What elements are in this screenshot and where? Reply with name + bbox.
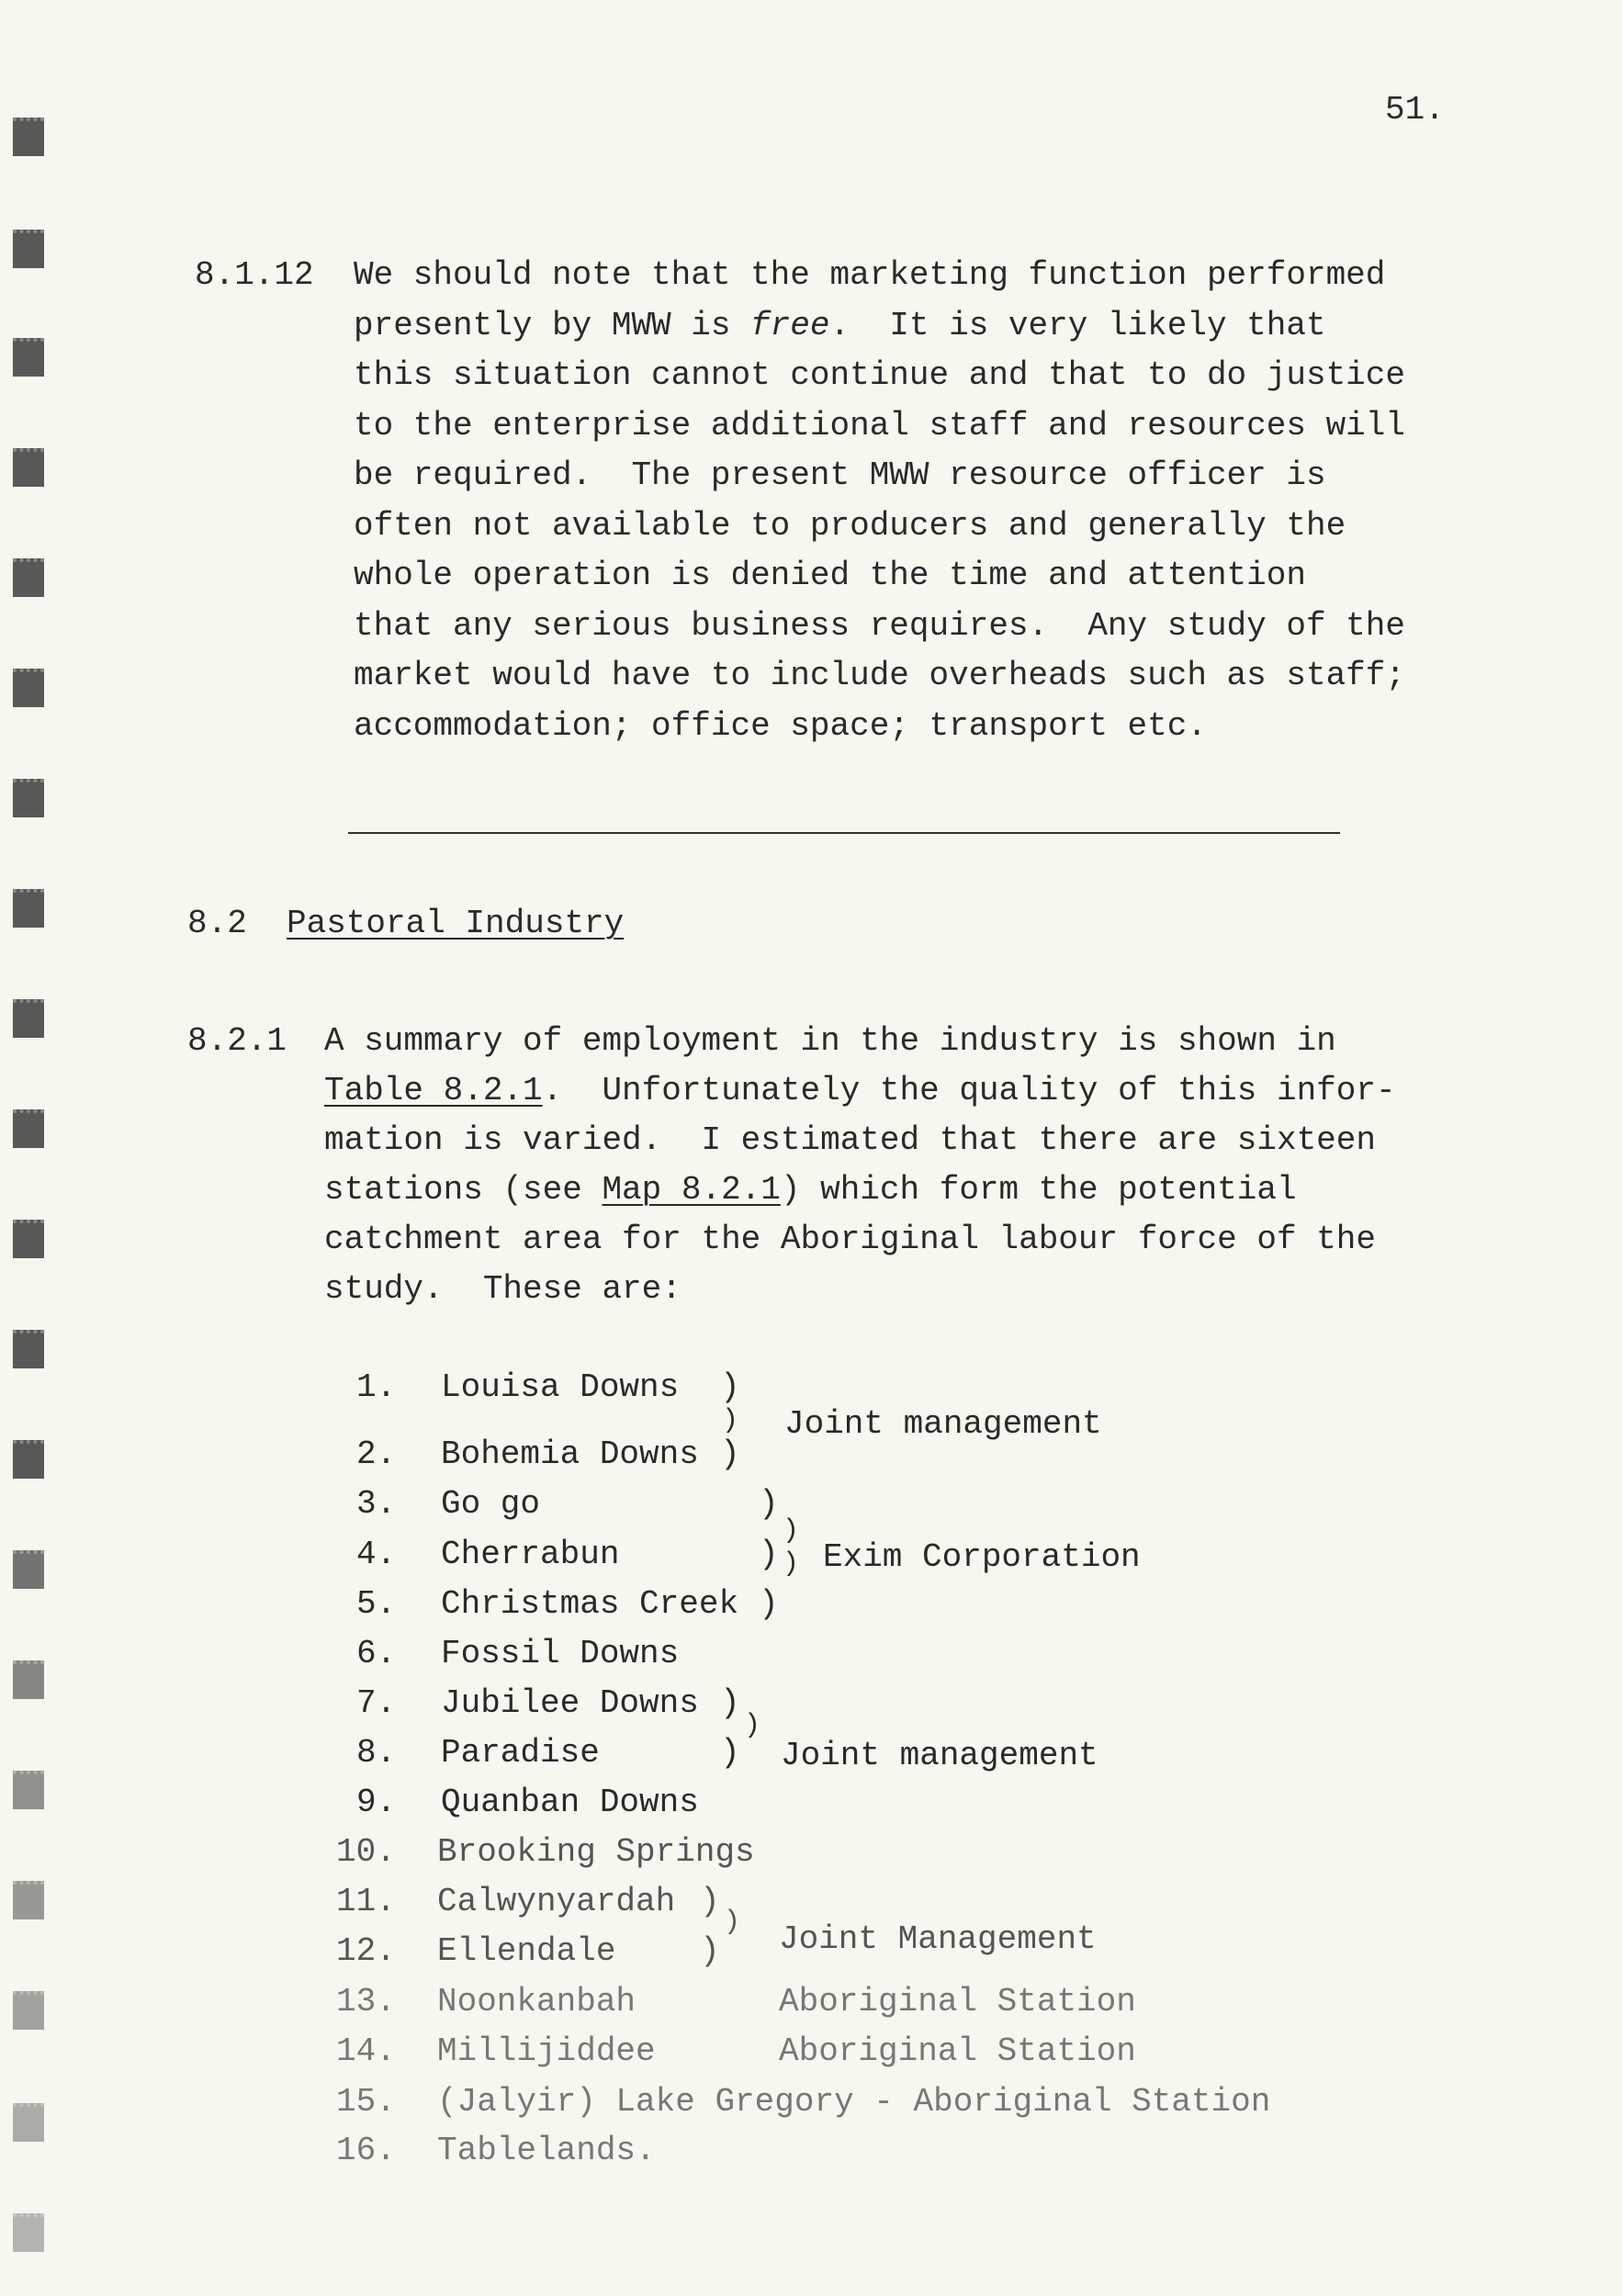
station-name: Calwynyardah	[437, 1883, 676, 1920]
station-name: Louisa Downs	[441, 1368, 680, 1406]
station-number: 2.	[356, 1435, 397, 1473]
paragraph-line	[354, 357, 1405, 394]
paragraph-line	[354, 408, 1405, 445]
section-title: Pastoral Industry	[287, 905, 625, 942]
group-bracket: )	[759, 1485, 779, 1523]
text: this situation cannot continue and that to do justice	[354, 356, 1405, 394]
station-number: 8.	[356, 1734, 397, 1772]
text: be required. The present MWW resource officer is	[354, 456, 1326, 494]
station-name: Go go	[441, 1485, 541, 1523]
text: presently by MWW is	[354, 306, 751, 344]
text: ) which form the potential	[780, 1171, 1297, 1209]
binding-hole	[13, 1220, 44, 1258]
paragraph-line	[324, 1073, 1396, 1109]
text: . Unfortunately the quality of this infor-	[542, 1072, 1396, 1109]
station-number: 16.	[336, 2132, 396, 2169]
map-reference-link[interactable]: Map 8.2.1	[602, 1171, 781, 1209]
paragraph-line: A summary of employment in the industry is shown in	[324, 1022, 1336, 1060]
paragraph-line	[354, 457, 1326, 494]
text: market would have to include overheads such as staff;	[354, 657, 1405, 694]
text: often not available to producers and generally the	[354, 506, 1346, 545]
binding-hole	[13, 889, 44, 928]
text: accommodation; office space; transport etc.	[354, 706, 1207, 745]
station-name: Fossil Downs	[441, 1635, 680, 1672]
station-note: Aboriginal Station	[779, 2032, 1136, 2070]
binding-hole	[13, 230, 44, 268]
binding-hole	[13, 448, 44, 487]
paragraph-line	[354, 557, 1306, 594]
station-number: 10.	[336, 1833, 396, 1871]
station-number: 4.	[356, 1536, 397, 1573]
group-bracket: )	[759, 1536, 779, 1573]
text: to the enterprise additional staff and resources will	[354, 406, 1405, 445]
extra-bracket: )	[724, 1907, 741, 1938]
paragraph-line: study. These are:	[324, 1270, 681, 1308]
paragraph-number: 8.2.1	[187, 1022, 287, 1060]
station-name: (Jalyir) Lake Gregory - Aboriginal Station	[437, 2083, 1271, 2121]
station-name: Tablelands.	[437, 2132, 656, 2169]
group-label: Joint Management	[779, 1920, 1097, 1958]
station-name: Cherrabun	[441, 1536, 620, 1573]
paragraph-line	[354, 508, 1346, 545]
binding-hole	[13, 2213, 44, 2252]
station-name: Brooking Springs	[437, 1833, 755, 1871]
station-number: 14.	[336, 2032, 396, 2070]
paragraph-line	[354, 658, 1405, 694]
text: that any serious business requires. Any study of the	[354, 606, 1405, 645]
table-reference-link[interactable]: Table 8.2.1	[324, 1072, 543, 1109]
station-number: 3.	[356, 1485, 397, 1523]
station-name: Ellendale	[437, 1932, 616, 1970]
text: stations (see	[324, 1171, 603, 1209]
binding-hole	[13, 2103, 44, 2142]
binding-hole	[13, 1991, 44, 2030]
binding-hole	[13, 1330, 44, 1368]
group-bracket: )	[720, 1684, 740, 1722]
station-name: Bohemia Downs	[441, 1435, 699, 1473]
page-number: 51.	[1385, 91, 1445, 129]
binding-hole	[13, 558, 44, 597]
binding-hole	[13, 1550, 44, 1589]
paragraph-line: mation is varied. I estimated that there are sixteen	[324, 1121, 1376, 1159]
binding-hole	[13, 1440, 44, 1479]
section-number: 8.2	[187, 905, 247, 942]
binding-hole	[13, 338, 44, 377]
group-bracket: )	[720, 1435, 740, 1473]
station-number: 9.	[356, 1784, 397, 1821]
paragraph-line	[354, 257, 1385, 294]
binding-hole	[13, 1881, 44, 1919]
station-note: Aboriginal Station	[779, 1983, 1136, 2020]
binding-hole	[13, 669, 44, 707]
paragraph-line	[354, 308, 1326, 344]
extra-bracket: )	[722, 1405, 739, 1436]
station-name: Noonkanbah	[437, 1983, 636, 2020]
binding-hole	[13, 1109, 44, 1148]
text: We should note that the marketing function performed	[354, 256, 1386, 294]
extra-bracket: )	[744, 1710, 761, 1741]
binding-hole	[13, 118, 44, 156]
station-number: 15.	[336, 2083, 396, 2121]
station-number: 1.	[356, 1368, 397, 1406]
paragraph-number: 8.1.12	[195, 256, 314, 294]
paragraph-line	[354, 608, 1405, 645]
group-label: Joint management	[781, 1737, 1098, 1774]
extra-bracket: )	[783, 1515, 800, 1547]
station-name: Christmas Creek	[441, 1585, 739, 1623]
station-number: 5.	[356, 1585, 397, 1623]
group-bracket: )	[720, 1734, 740, 1772]
paragraph-line	[324, 1172, 1297, 1209]
binding-hole	[13, 999, 44, 1038]
text: . It is very likely that	[829, 306, 1326, 344]
binding-hole	[13, 1660, 44, 1699]
station-number: 12.	[336, 1932, 396, 1970]
station-number: 7.	[356, 1684, 397, 1722]
group-bracket: )	[720, 1368, 740, 1406]
group-bracket: )	[700, 1932, 720, 1970]
paragraph-line	[354, 708, 1207, 745]
group-bracket: )	[700, 1883, 720, 1920]
station-number: 11.	[336, 1883, 396, 1920]
group-bracket: )	[759, 1585, 779, 1623]
binding-hole	[13, 1771, 44, 1809]
station-name: Quanban Downs	[441, 1784, 699, 1821]
group-label: Exim Corporation	[823, 1538, 1141, 1576]
station-name: Millijiddee	[437, 2032, 656, 2070]
extra-bracket: )	[783, 1548, 800, 1580]
emphasis-text: free	[750, 306, 830, 344]
station-number: 6.	[356, 1635, 397, 1672]
section-divider	[348, 832, 1340, 834]
text: whole operation is denied the time and attention	[354, 557, 1306, 594]
binding-hole	[13, 779, 44, 817]
group-label: Joint management	[784, 1405, 1102, 1443]
station-number: 13.	[336, 1983, 396, 2020]
station-name: Jubilee Downs	[441, 1684, 699, 1722]
paragraph-line: catchment area for the Aboriginal labour force of the	[324, 1221, 1376, 1258]
station-name: Paradise	[441, 1734, 600, 1772]
